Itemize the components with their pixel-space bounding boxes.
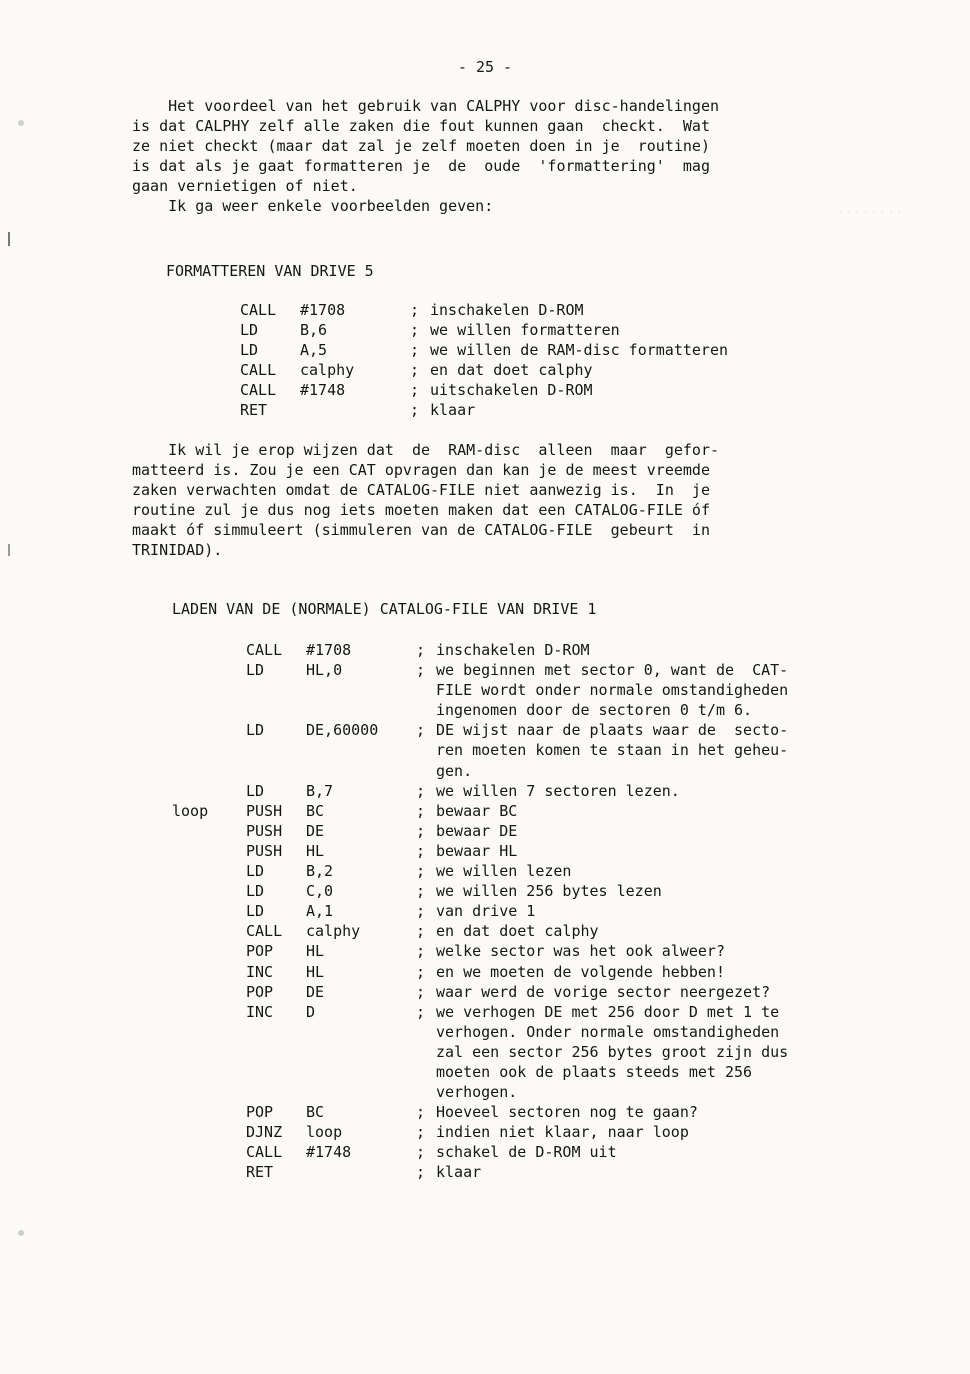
opcode: POP xyxy=(246,942,274,961)
code-line: RET ; klaar xyxy=(240,401,476,420)
code-line xyxy=(172,1102,788,1122)
code-line xyxy=(172,1162,788,1182)
code-comment-continuation: gen. xyxy=(436,761,473,780)
comment-separator: ; xyxy=(416,641,426,659)
code-comment-continuation: FILE wordt onder normale omstandigheden xyxy=(436,681,789,700)
body-paragraph xyxy=(132,440,894,560)
operand: DE xyxy=(306,821,325,840)
comment-separator: ; xyxy=(416,962,426,981)
code-comment: schakel de D-ROM uit xyxy=(436,1143,617,1162)
operand: DE,60000 xyxy=(306,721,379,740)
comment-separator: ; xyxy=(416,781,426,800)
code-comment: we willen formatteren xyxy=(430,321,620,340)
code-comment: we beginnen met sector 0, want de CAT- xyxy=(436,661,789,680)
text-line: Ik wil je erop wijzen dat de RAM-disc alleen maar gefor- xyxy=(132,441,719,459)
operand: C,0 xyxy=(306,882,334,901)
opcode: CALL xyxy=(246,641,283,659)
text-line: Ik ga weer enkele voorbeelden geven: xyxy=(132,197,494,215)
opcode: PUSH xyxy=(246,821,283,840)
margin-mark xyxy=(8,232,10,246)
code-line xyxy=(172,921,788,941)
code-label xyxy=(172,1142,246,1162)
operand: B,7 xyxy=(306,781,334,800)
comment-separator: ; xyxy=(416,942,426,961)
code-label xyxy=(172,921,246,941)
code-label xyxy=(172,1002,246,1022)
code-label xyxy=(172,962,246,982)
comment-separator: ; xyxy=(416,1143,426,1162)
code-comment: inschakelen D-ROM xyxy=(436,641,590,659)
code-label xyxy=(172,781,246,801)
code-line: CALL #1708 ; inschakelen D-ROM xyxy=(240,301,584,319)
operand: HL,0 xyxy=(306,661,343,680)
text-line: ze niet checkt (maar dat zal je zelf moeten doen in je routine) xyxy=(132,137,710,155)
intro-paragraph xyxy=(132,96,894,216)
text-line: gaan vernietigen of niet. xyxy=(132,177,358,195)
opcode: CALL xyxy=(246,1143,283,1162)
section-heading: FORMATTEREN VAN DRIVE 5 xyxy=(166,262,374,280)
code-comment: we verhogen DE met 256 door D met 1 te xyxy=(436,1002,780,1021)
code-label xyxy=(172,1122,246,1142)
opcode: INC xyxy=(246,962,274,981)
code-comment: en we moeten de volgende hebben! xyxy=(436,962,725,981)
operand: HL xyxy=(306,962,325,981)
code-line xyxy=(172,1122,788,1142)
opcode: RET xyxy=(240,401,268,420)
operand: B,2 xyxy=(306,862,334,881)
code-comment-continuation: ren moeten komen te staan in het geheu- xyxy=(436,741,789,760)
operand: DE xyxy=(306,982,325,1001)
code-comment-continuation: zal een sector 256 bytes groot zijn dus xyxy=(436,1042,789,1061)
code-comment-continuation: moeten ook de plaats steeds met 256 xyxy=(436,1062,753,1081)
code-comment: Hoeveel sectoren nog te gaan? xyxy=(436,1103,698,1122)
code-line xyxy=(172,1002,788,1022)
code-line xyxy=(172,640,788,660)
opcode: RET xyxy=(246,1163,274,1182)
code-comment: DE wijst naar de plaats waar de secto- xyxy=(436,721,789,740)
text-line: zaken verwachten omdat de CATALOG-FILE niet aanwezig is. In je xyxy=(132,481,710,499)
code-line xyxy=(172,941,788,961)
code-label xyxy=(172,720,246,740)
operand xyxy=(306,1162,416,1182)
code-line xyxy=(172,660,788,680)
code-comment-continuation: verhogen. xyxy=(436,1083,518,1102)
code-listing xyxy=(240,300,728,421)
code-comment: waar werd de vorige sector neergezet? xyxy=(436,982,771,1001)
code-comment-continuation: ingenomen door de sectoren 0 t/m 6. xyxy=(436,701,753,720)
code-comment: en dat doet calphy xyxy=(430,361,593,380)
code-comment: we willen de RAM-disc formatteren xyxy=(430,341,729,360)
code-comment: welke sector was het ook alweer? xyxy=(436,942,725,961)
code-line: LD B,6 ; we willen formatteren xyxy=(240,321,620,340)
code-comment-continuation: verhogen. Onder normale omstandigheden xyxy=(436,1022,780,1041)
comment-separator: ; xyxy=(416,841,426,860)
operand: B,6 xyxy=(300,321,328,340)
opcode: CALL xyxy=(240,381,277,400)
comment-separator: ; xyxy=(416,721,426,740)
code-line: CALL #1748 ; uitschakelen D-ROM xyxy=(240,381,593,400)
code-line xyxy=(172,1142,788,1162)
code-line xyxy=(172,901,788,921)
code-line xyxy=(172,720,788,740)
code-line xyxy=(172,982,788,1002)
text-line: routine zul je dus nog iets moeten maken dat een CATALOG-FILE óf xyxy=(132,501,710,519)
code-label xyxy=(172,881,246,901)
operand: #1708 xyxy=(306,641,352,659)
opcode: LD xyxy=(246,882,265,901)
code-comment: klaar xyxy=(430,401,476,420)
code-label xyxy=(172,941,246,961)
text-line: matteerd is. Zou je een CAT opvragen dan kan je de meest vreemde xyxy=(132,461,710,479)
opcode: LD xyxy=(240,341,259,360)
code-line: LD A,5 ; we willen de RAM-disc formatteren xyxy=(240,341,729,360)
text-line: is dat als je gaat formatteren je de oude 'formattering' mag xyxy=(132,157,710,175)
comment-separator: ; xyxy=(416,1002,426,1021)
code-listing xyxy=(172,640,788,1183)
code-comment: van drive 1 xyxy=(436,902,536,921)
opcode: CALL xyxy=(240,361,277,380)
code-comment: we willen 7 sectoren lezen. xyxy=(436,781,680,800)
opcode: POP xyxy=(246,982,274,1001)
opcode: POP xyxy=(246,1103,274,1122)
operand: A,1 xyxy=(306,902,334,921)
comment-separator: ; xyxy=(416,1103,426,1122)
code-line xyxy=(172,821,788,841)
code-label xyxy=(172,841,246,861)
code-comment: we willen lezen xyxy=(436,862,572,881)
operand: HL xyxy=(306,942,325,961)
code-label: loop xyxy=(172,801,209,820)
opcode: CALL xyxy=(240,301,277,319)
code-line xyxy=(172,781,788,801)
operand: calphy xyxy=(306,922,361,941)
code-comment: bewaar DE xyxy=(436,821,518,840)
opcode: LD xyxy=(240,321,259,340)
opcode: LD xyxy=(246,862,265,881)
punch-hole-mark xyxy=(18,120,24,126)
code-comment: bewaar HL xyxy=(436,841,518,860)
code-line xyxy=(172,861,788,881)
code-comment: klaar xyxy=(436,1163,482,1182)
code-label xyxy=(172,982,246,1002)
opcode: LD xyxy=(246,721,265,740)
text-line: is dat CALPHY zelf alle zaken die fout kunnen gaan checkt. Wat xyxy=(132,117,710,135)
comment-separator: ; xyxy=(416,902,426,921)
comment-separator: ; xyxy=(416,801,426,820)
code-comment: en dat doet calphy xyxy=(436,922,599,941)
opcode: PUSH xyxy=(246,801,283,820)
code-comment: uitschakelen D-ROM xyxy=(430,381,593,400)
comment-separator: ; xyxy=(416,922,426,941)
text-line: Het voordeel van het gebruik van CALPHY voor disc-handelingen xyxy=(132,97,719,115)
code-label xyxy=(172,1102,246,1122)
operand: loop xyxy=(306,1123,343,1142)
operand: #1748 xyxy=(300,381,346,400)
code-label xyxy=(172,901,246,921)
comment-separator: ; xyxy=(416,661,426,680)
section-heading: LADEN VAN DE (NORMALE) CATALOG-FILE VAN DRIVE 1 xyxy=(172,600,597,618)
opcode: INC xyxy=(246,1002,274,1021)
operand xyxy=(300,400,410,420)
comment-separator: ; xyxy=(416,821,426,840)
operand: HL xyxy=(306,841,325,860)
operand: A,5 xyxy=(300,341,328,360)
code-label xyxy=(172,640,246,660)
code-line xyxy=(172,841,788,861)
comment-separator: ; xyxy=(416,1123,426,1142)
comment-separator: ; xyxy=(416,1163,426,1182)
comment-separator: ; xyxy=(416,862,426,881)
text-line: TRINIDAD). xyxy=(132,541,223,559)
code-label xyxy=(172,861,246,881)
code-label xyxy=(172,1162,246,1182)
opcode: PUSH xyxy=(246,841,283,860)
operand: #1708 xyxy=(300,301,346,319)
opcode: CALL xyxy=(246,922,283,941)
opcode: LD xyxy=(246,661,265,680)
code-comment: indien niet klaar, naar loop xyxy=(436,1123,689,1142)
operand: BC xyxy=(306,1103,325,1122)
code-line xyxy=(172,801,788,821)
code-line xyxy=(172,881,788,901)
code-label xyxy=(172,660,246,680)
code-comment: inschakelen D-ROM xyxy=(430,301,584,319)
opcode: DJNZ xyxy=(246,1123,283,1142)
page-number: - 25 - xyxy=(457,58,513,76)
margin-mark xyxy=(8,544,10,556)
code-label xyxy=(172,821,246,841)
comment-separator: ; xyxy=(416,982,426,1001)
opcode: LD xyxy=(246,902,265,921)
text-line: maakt óf simmuleert (simmuleren van de CATALOG-FILE gebeurt in xyxy=(132,521,710,539)
punch-hole-mark xyxy=(18,1230,24,1236)
bleed-through-text: ········ xyxy=(836,205,904,221)
code-line xyxy=(172,962,788,982)
opcode: LD xyxy=(246,781,265,800)
code-line: CALL calphy ; en dat doet calphy xyxy=(240,361,593,380)
code-comment: we willen 256 bytes lezen xyxy=(436,882,662,901)
code-comment: bewaar BC xyxy=(436,801,518,820)
comment-separator: ; xyxy=(416,882,426,901)
operand: #1748 xyxy=(306,1143,352,1162)
operand: calphy xyxy=(300,361,355,380)
operand: BC xyxy=(306,801,325,820)
operand: D xyxy=(306,1002,316,1021)
